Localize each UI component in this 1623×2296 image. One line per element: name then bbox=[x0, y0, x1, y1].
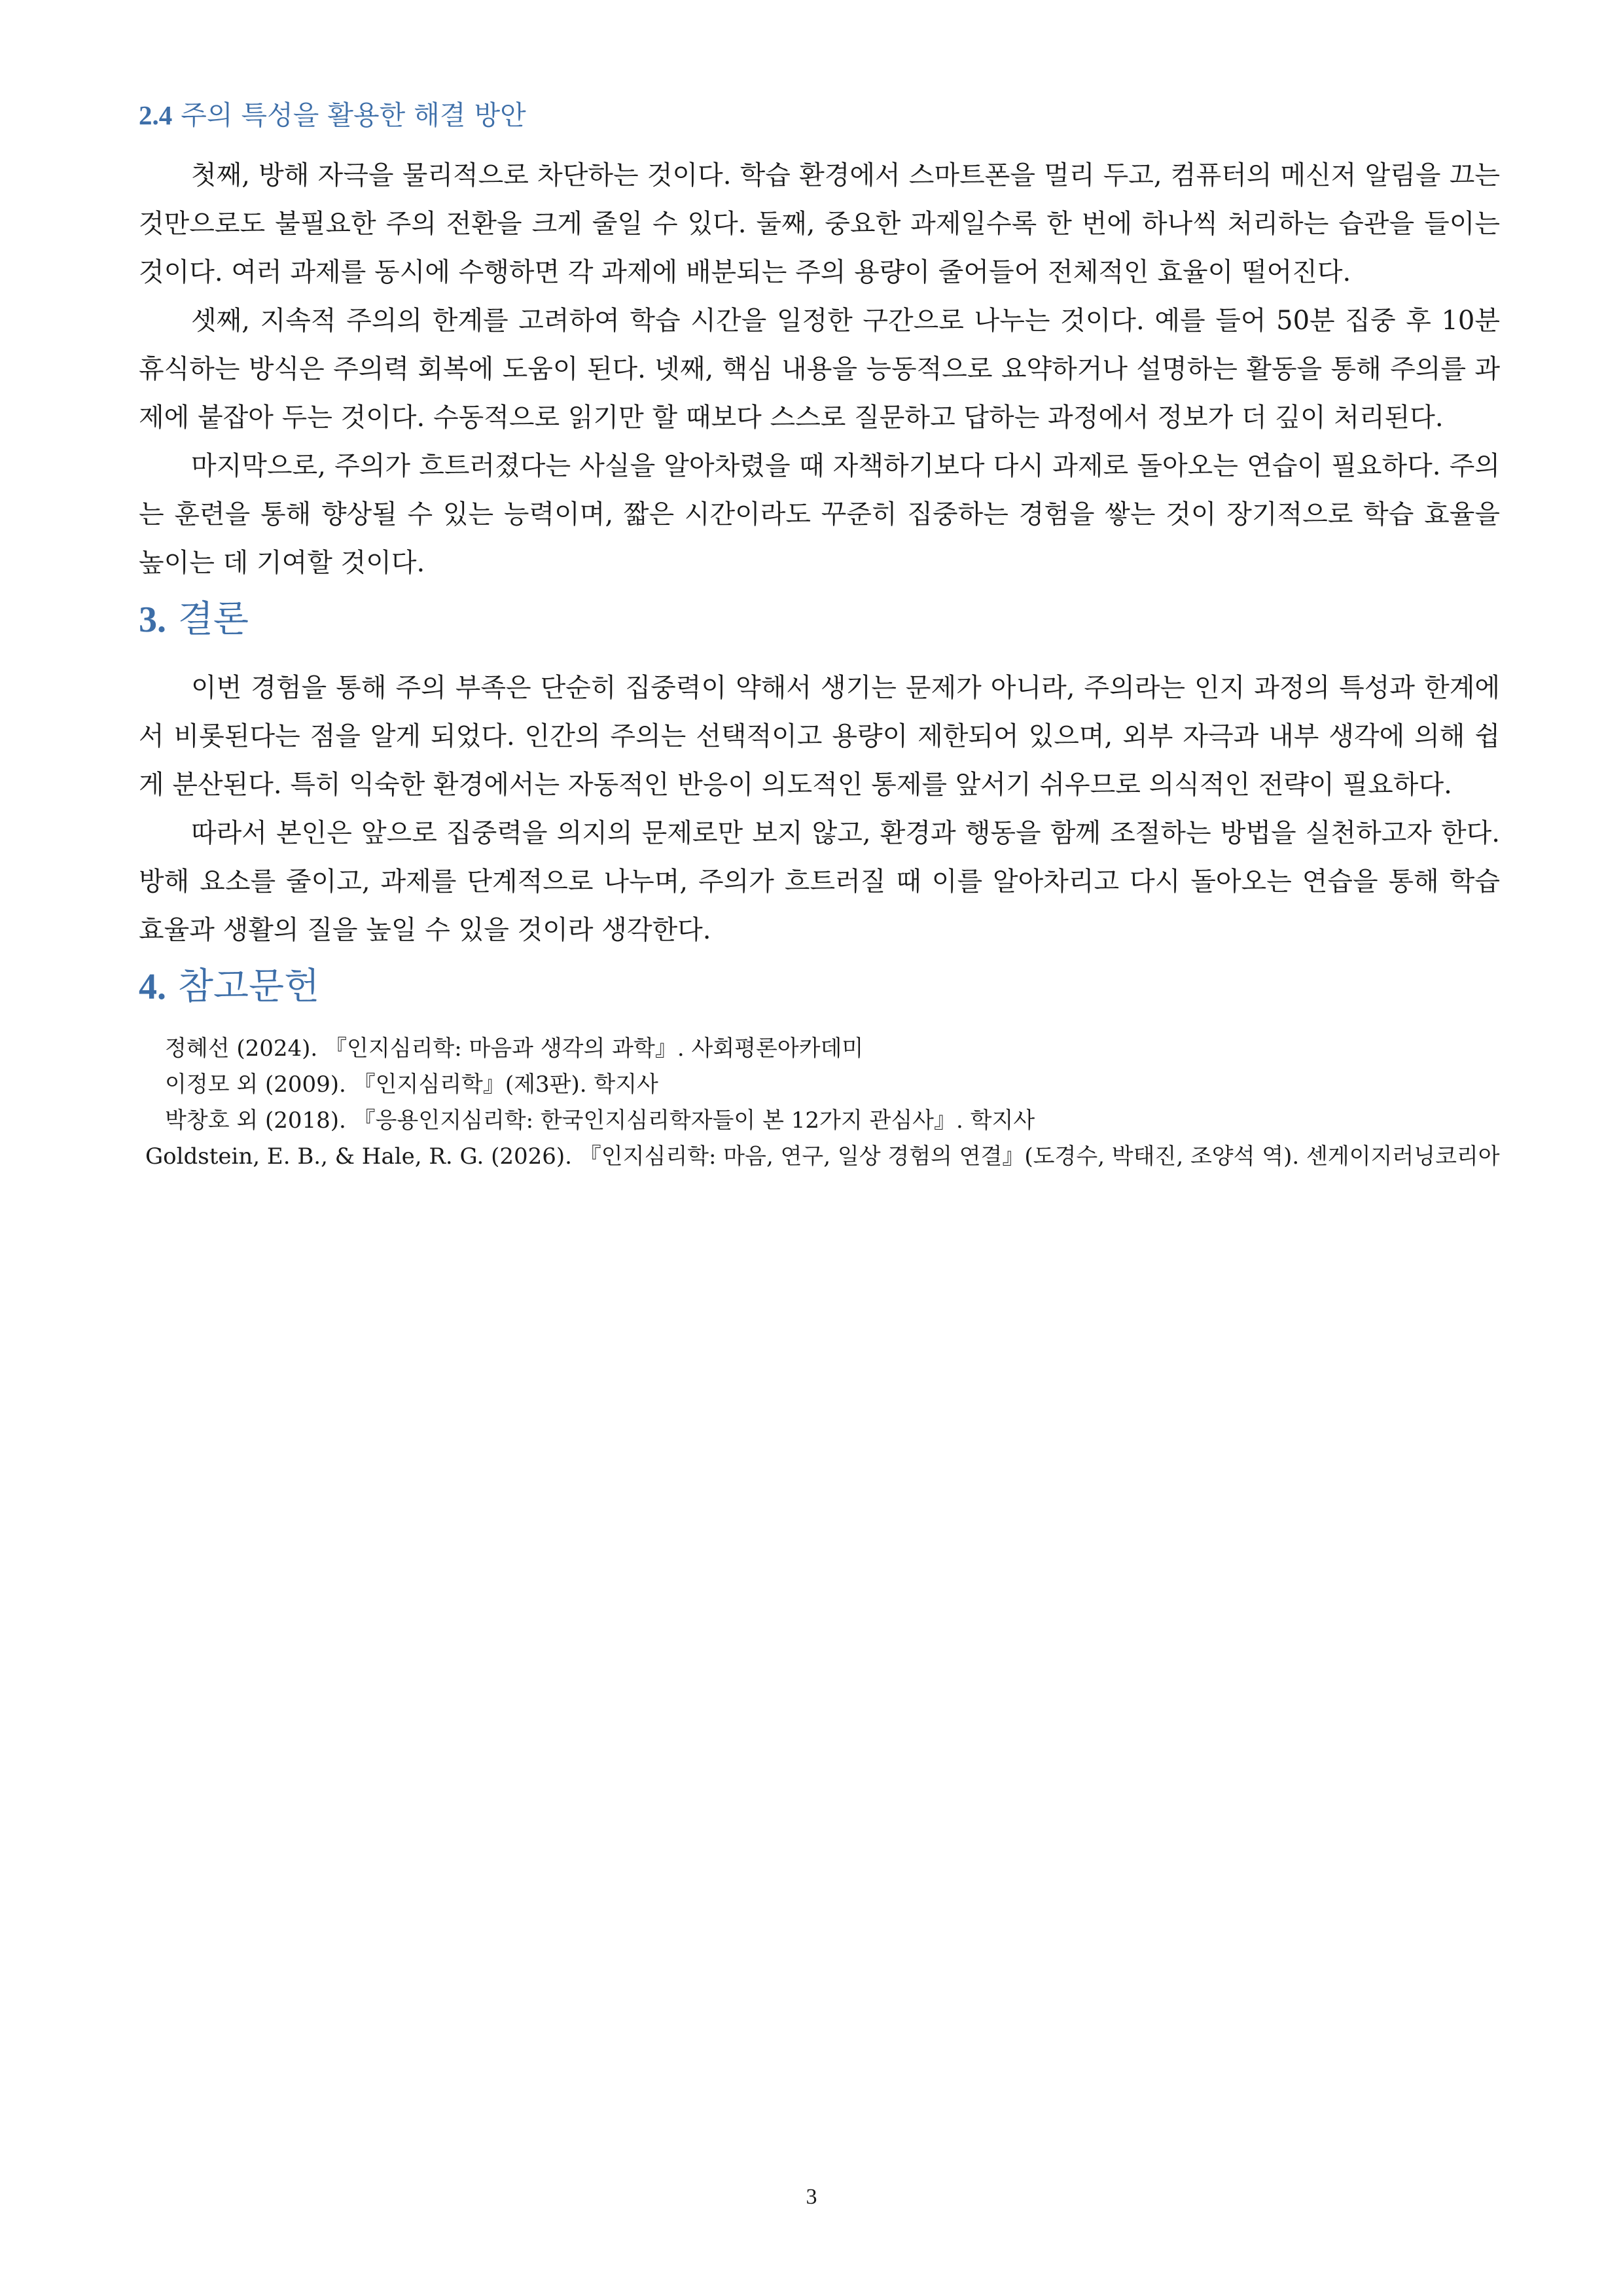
section-number: 2.4 bbox=[139, 100, 173, 130]
document-page bbox=[139, 98, 1500, 1175]
reference-item: 이정모 외 (2009). 『인지심리학』(제3판). 학지사 bbox=[165, 1071, 658, 1098]
section-number: 3. bbox=[139, 600, 166, 641]
reference-item: Goldstein, E. B., & Hale, R. G. (2026). 『인지심리학: 마음, 연구, 일상 경험의 연결』(도경수, 박태진, 조양석 역). 센게이지러닝코리아 bbox=[145, 1143, 1500, 1170]
paragraph: 마지막으로, 주의가 흐트러졌다는 사실을 알아차렸을 때 자책하기보다 다시 과제로 돌아오는 연습이 필요하다. 주의는 훈련을 통해 향상될 수 있는 능력이며, 짧은 시간이라도 꾸준히 집중하는 경험을 쌓는 것이 장기적으로 학습 효율을 높이는 데 기여할 것이다. bbox=[139, 451, 1500, 579]
page-number: 3 bbox=[806, 2185, 817, 2209]
paragraph: 따라서 본인은 앞으로 집중력을 의지의 문제로만 보지 않고, 환경과 행동을 함께 조절하는 방법을 실천하고자 한다. 방해 요소를 줄이고, 과제를 단계적으로 나누며, 주의가 흐트러질 때 이를 알아차리고 다시 돌아오는 연습을 통해 학습 효율과 생활의 질을 높일 수 있을 것이라 생각한다. bbox=[139, 818, 1500, 946]
paragraph: 이번 경험을 통해 주의 부족은 단순히 집중력이 약해서 생기는 문제가 아니라, 주의라는 인지 과정의 특성과 한계에서 비롯된다는 점을 알게 되었다. 인간의 주의는 선택적이고 용량이 제한되어 있으며, 외부 자극과 내부 생각에 의해 쉽게 분산된다. 특히 익숙한 환경에서는 자동적인 반응이 의도적인 통제를 앞서기 쉬우므로 의식적인 전략이 필요하다. bbox=[139, 673, 1500, 800]
section-title: 주의 특성을 활용한 해결 방안 bbox=[181, 99, 526, 131]
section-title: 참고문헌 bbox=[177, 965, 320, 1009]
section-title: 결론 bbox=[177, 598, 249, 641]
section-heading-4 bbox=[139, 963, 1500, 1011]
section-heading-3 bbox=[139, 596, 1500, 644]
section-heading-2-4 bbox=[139, 98, 1500, 133]
section-number: 4. bbox=[139, 967, 166, 1008]
paragraph: 셋째, 지속적 주의의 한계를 고려하여 학습 시간을 일정한 구간으로 나누는 것이다. 예를 들어 50분 집중 후 10분 휴식하는 방식은 주의력 회복에 도움이 된다. 넷째, 핵심 내용을 능동적으로 요약하거나 설명하는 활동을 통해 주의를 과제에 붙잡아 두는 것이다. 수동적으로 읽기만 할 때보다 스스로 질문하고 답하는 과정에서 정보가 더 깊이 처리된다. bbox=[139, 306, 1500, 433]
reference-item: 정혜선 (2024). 『인지심리학: 마음과 생각의 과학』. 사회평론아카데미 bbox=[165, 1035, 864, 1062]
reference-list bbox=[139, 1031, 1500, 1175]
reference-item: 박창호 외 (2018). 『응용인지심리학: 한국인지심리학자들이 본 12가지 관심사』. 학지사 bbox=[165, 1107, 1035, 1134]
paragraph: 첫째, 방해 자극을 물리적으로 차단하는 것이다. 학습 환경에서 스마트폰을 멀리 두고, 컴퓨터의 메신저 알림을 끄는 것만으로도 불필요한 주의 전환을 크게 줄일 수 있다. 둘째, 중요한 과제일수록 한 번에 하나씩 처리하는 습관을 들이는 것이다. 여러 과제를 동시에 수행하면 각 과제에 배분되는 주의 용량이 줄어들어 전체적인 효율이 떨어진다. bbox=[139, 160, 1500, 288]
